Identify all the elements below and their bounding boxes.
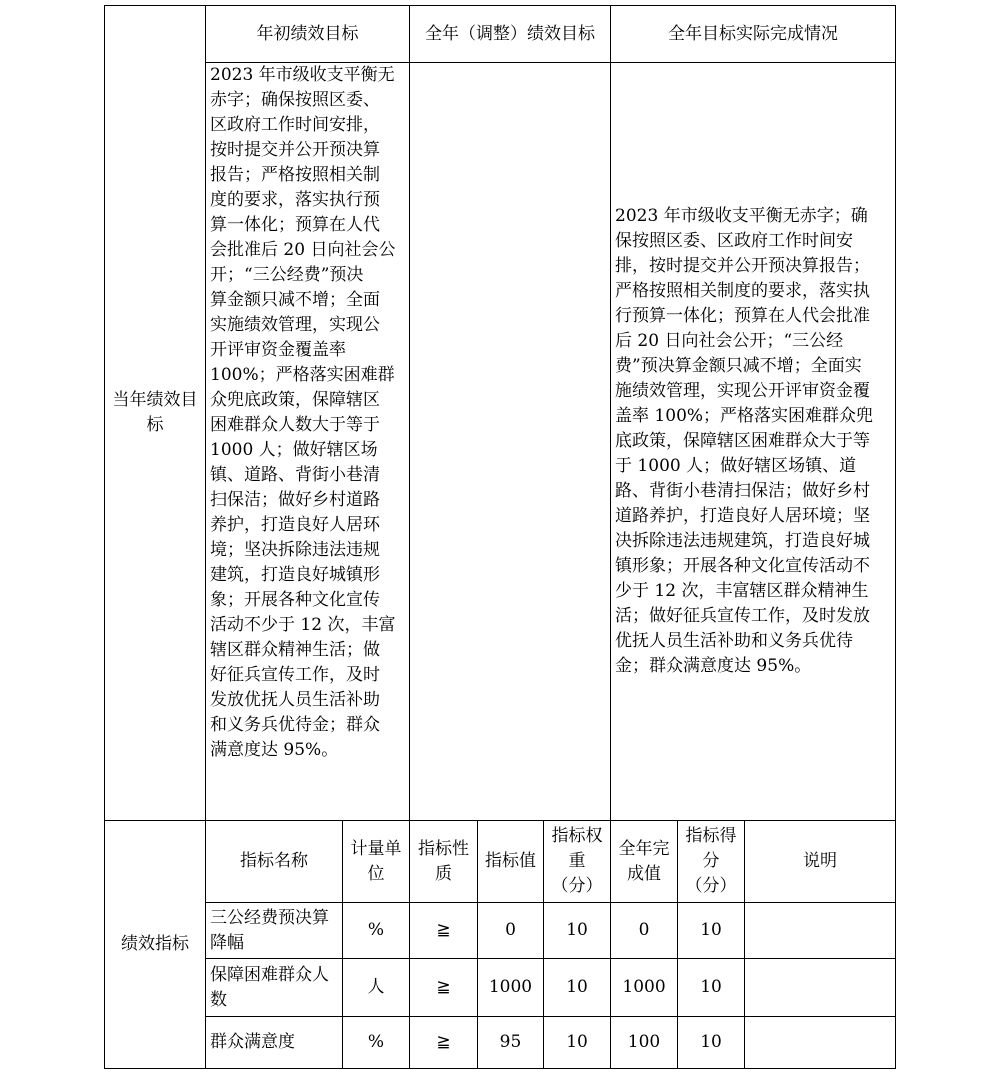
indicator-unit: % xyxy=(343,903,410,959)
indicator-note xyxy=(745,959,896,1017)
weight-header: 指标权 重 （分） xyxy=(544,821,611,903)
note-header: 说明 xyxy=(745,821,896,903)
actual-goal-text: 2023 年市级收支平衡无赤字；确 保按照区委、区政府工作时间安 排，按时提交并公开预决算报告； 严格按照相关制度的要求，落实执 行预算一体化；预算在人代会批准 后 20 日向社会公开；“三公经 费”预决算金额只减不增；全面实 施绩效管理，实现公开评审资金覆 盖率 100%；严格落实困难群众兜 底政策，保障辖区困难群众大于等 于 1000 人；做好辖区场镇、道 路、背街小巷清扫保洁；做好乡村 道路养护，打造良好人居环境；坚 决拆除违法违规建筑，打造良好城 镇形象；开展各种文化宣传活动不 少于 12 次，丰富辖区群众精神生 活；做好征兵宣传工作，及时发放 优抚人员生活补助和义务兵优待 金；群众满意度达 95%。 xyxy=(611,63,896,821)
nature-header: 指标性 质 xyxy=(410,821,478,903)
initial-goal-text: 2023 年市级收支平衡无 赤字；确保按照区委、 区政府工作时间安排， 按时提交并公开预决算 报告；严格按照相关制 度的要求，落实执行预 算一体化；预算在人代 会批准后 20 日向社会公 开；“三公经费”预决 算金额只减不增；全面 实施绩效管理，实现公 开评审资金覆盖率 100%；严格落实困难群 众兜底政策，保障辖区 困难群众人数大于等于 1000 人；做好辖区场 镇、道路、背街小巷清 扫保洁；做好乡村道路 养护，打造良好人居环 境；坚决拆除违法违规 建筑，打造良好城镇形 象；开展各种文化宣传 活动不少于 12 次，丰富 辖区群众精神生活；做 好征兵宣传工作，及时 发放优抚人员生活补助 和义务兵优待金；群众 满意度达 95%。 xyxy=(206,63,410,821)
goal-row-label: 当年绩效目标 xyxy=(105,6,206,821)
indicator-score: 10 xyxy=(678,959,745,1017)
indicator-value: 1000 xyxy=(478,959,544,1017)
indicator-actual: 1000 xyxy=(611,959,678,1017)
initial-goal-header: 年初绩效目标 xyxy=(206,6,410,63)
indicator-name-header: 指标名称 xyxy=(206,821,343,903)
indicator-unit: 人 xyxy=(343,959,410,1017)
indicator-nature: ≧ xyxy=(410,903,478,959)
indicator-value: 0 xyxy=(478,903,544,959)
indicator-unit: % xyxy=(343,1017,410,1069)
adjusted-goal-header: 全年（调整）绩效目标 xyxy=(410,6,611,63)
indicator-score: 10 xyxy=(678,903,745,959)
score-header: 指标得 分 （分） xyxy=(678,821,745,903)
actual-value-header: 全年完 成值 xyxy=(611,821,678,903)
indicator-weight: 10 xyxy=(544,903,611,959)
indicator-nature: ≧ xyxy=(410,959,478,1017)
unit-header: 计量单 位 xyxy=(343,821,410,903)
indicator-note xyxy=(745,903,896,959)
indicator-weight: 10 xyxy=(544,959,611,1017)
indicator-note xyxy=(745,1017,896,1069)
indicator-weight: 10 xyxy=(544,1017,611,1069)
actual-goal-header: 全年目标实际完成情况 xyxy=(611,6,896,63)
goal-body-row xyxy=(105,63,896,821)
indicator-nature: ≧ xyxy=(410,1017,478,1069)
indicator-actual: 100 xyxy=(611,1017,678,1069)
indicator-name: 三公经费预决算 降幅 xyxy=(206,903,343,959)
value-header: 指标值 xyxy=(478,821,544,903)
performance-table xyxy=(104,5,896,1069)
goal-header-row xyxy=(105,6,896,63)
indicator-header-row xyxy=(105,821,896,903)
indicator-name: 保障困难群众人 数 xyxy=(206,959,343,1017)
indicator-value: 95 xyxy=(478,1017,544,1069)
table-row xyxy=(105,959,896,1017)
indicator-row-label: 绩效指标 xyxy=(105,821,206,1069)
adjusted-goal-text xyxy=(410,63,611,821)
table-row xyxy=(105,903,896,959)
indicator-actual: 0 xyxy=(611,903,678,959)
table-row xyxy=(105,1017,896,1069)
indicator-score: 10 xyxy=(678,1017,745,1069)
indicator-name: 群众满意度 xyxy=(206,1017,343,1069)
